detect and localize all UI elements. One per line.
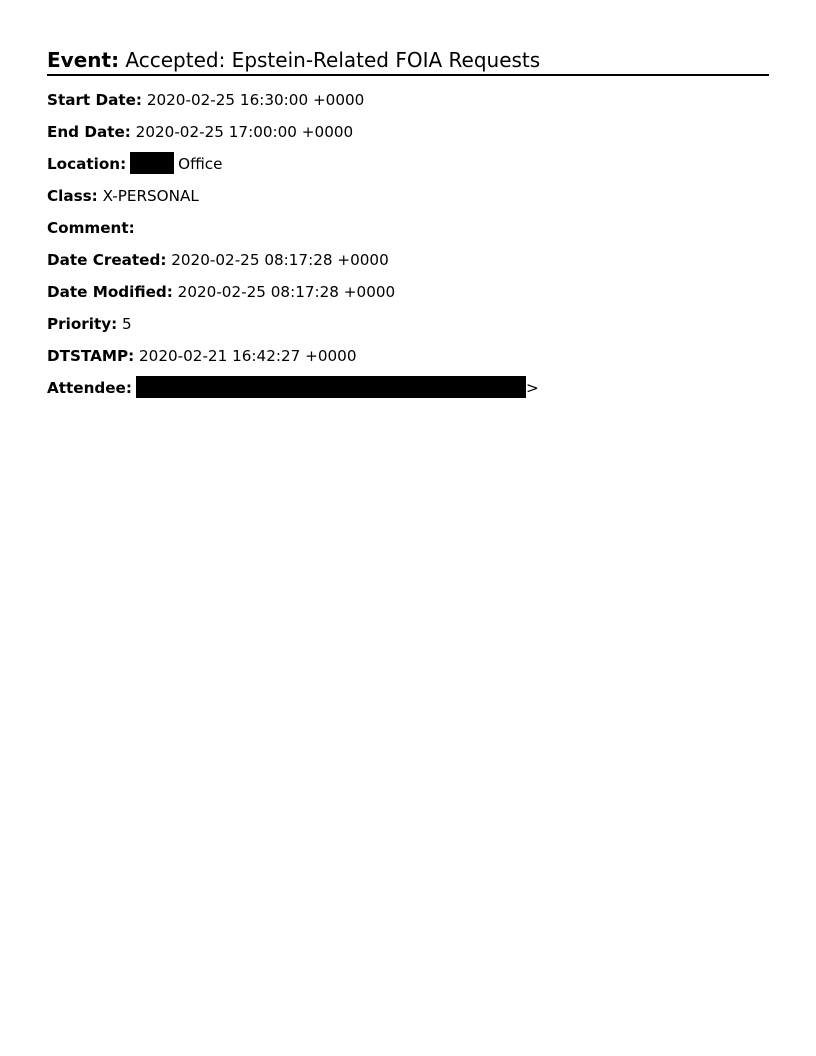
priority-value: 5 (122, 315, 132, 333)
date-modified-value: 2020-02-25 08:17:28 +0000 (177, 283, 396, 301)
class-row (47, 180, 769, 212)
attendee-redaction (136, 376, 526, 398)
date-created-value: 2020-02-25 08:17:28 +0000 (171, 251, 389, 269)
calendar-event-document (47, 46, 769, 404)
location-value-suffix: Office (178, 155, 223, 173)
comment-label: Comment: (47, 219, 135, 237)
attendee-row (47, 372, 769, 404)
event-title (47, 46, 769, 76)
dtstamp-label: DTSTAMP: (47, 347, 135, 365)
location-redaction (130, 152, 174, 174)
event-label: Event: (47, 48, 120, 72)
class-label: Class: (47, 187, 98, 205)
start-date-label: Start Date: (47, 91, 142, 109)
location-label: Location: (47, 155, 127, 173)
priority-label: Priority: (47, 315, 118, 333)
event-value: Accepted: Epstein-Related FOIA Requests (125, 48, 541, 72)
date-modified-label: Date Modified: (47, 283, 173, 301)
date-created-row (47, 244, 769, 276)
dtstamp-row (47, 340, 769, 372)
end-date-value: 2020-02-25 17:00:00 +0000 (135, 123, 354, 141)
location-row (47, 148, 769, 180)
attendee-value-suffix: > (525, 379, 539, 397)
end-date-row (47, 116, 769, 148)
class-value: X-PERSONAL (102, 187, 199, 205)
date-created-label: Date Created: (47, 251, 167, 269)
attendee-label: Attendee: (47, 379, 132, 397)
date-modified-row (47, 276, 769, 308)
priority-row (47, 308, 769, 340)
comment-row (47, 212, 769, 244)
start-date-value: 2020-02-25 16:30:00 +0000 (146, 91, 365, 109)
end-date-label: End Date: (47, 123, 131, 141)
dtstamp-value: 2020-02-21 16:42:27 +0000 (139, 347, 357, 365)
start-date-row (47, 84, 769, 116)
